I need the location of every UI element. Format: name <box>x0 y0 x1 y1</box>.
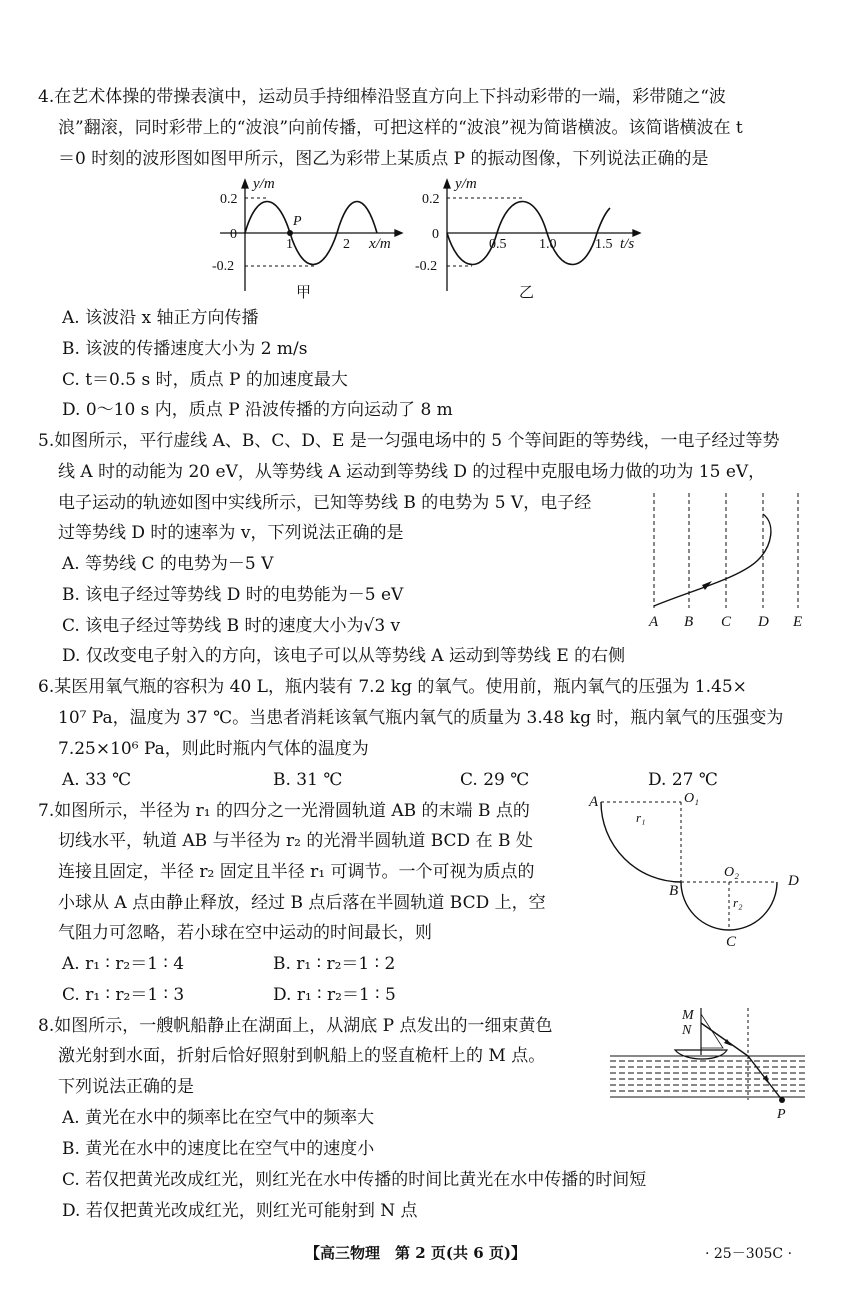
q4-option-c: C. t＝0.5 s 时，质点 P 的加速度最大 <box>62 370 348 390</box>
q8-stem-line-3: 下列说法正确的是 <box>58 1077 194 1097</box>
q7-figure <box>588 787 818 952</box>
q7-option-b: B. r₁ ∶ r₂＝1 ∶ 2 <box>273 954 396 974</box>
q6-stem-line-3: 7.25×10⁶ Pa，则此时瓶内气体的温度为 <box>58 739 369 759</box>
q8-figure <box>605 1000 815 1125</box>
q7-label-r1: r₁ <box>636 810 646 825</box>
q4a-tick-2: 2 <box>343 237 350 252</box>
q4-stem-line-3: ＝0 时刻的波形图如图甲所示，图乙为彩带上某质点 P 的振动图像，下列说法正确的是 <box>58 149 709 169</box>
q6-option-b: B. 31 ℃ <box>273 770 343 790</box>
q8-label-p: P <box>777 1107 786 1122</box>
q4-figure-a <box>205 176 405 301</box>
q5-option-b: B. 该电子经过等势线 D 时的电势能为－5 eV <box>62 585 404 605</box>
q7-label-o1: O₁ <box>684 791 699 806</box>
q8-stem-line-1: 8.如图所示，一艘帆船静止在湖面上，从湖底 P 点发出的一细束黄色 <box>38 1016 553 1036</box>
q7-label-c: C <box>726 934 737 950</box>
q5-option-d: D. 仅改变电子射入的方向，该电子可以从等势线 A 运动到等势线 E 的右侧 <box>62 646 626 666</box>
q8-stem-line-2: 激光射到水面，折射后恰好照射到帆船上的竖直桅杆上的 M 点。 <box>58 1046 546 1066</box>
q7-stem-line-1: 7.如图所示，半径为 r₁ 的四分之一光滑圆轨道 AB 的末端 B 点的 <box>38 801 530 821</box>
q7-stem-line-5: 气阻力可忽略，若小球在空中运动的时间最长，则 <box>58 923 432 943</box>
q4a-point-label: P <box>293 214 302 229</box>
q7-stem-line-2: 切线水平，轨道 AB 与半径为 r₂ 的光滑半圆轨道 BCD 在 B 处 <box>58 831 533 851</box>
q4a-ylabel: y/m <box>253 176 275 192</box>
q4b-tick-3: 1.5 <box>595 237 613 252</box>
q8-option-b: B. 黄光在水中的速度比在空气中的速度小 <box>62 1139 375 1159</box>
q4b-xlabel: t/s <box>620 236 635 252</box>
q4-option-a: A. 该波沿 x 轴正方向传播 <box>62 308 259 328</box>
q5-stem-line-4: 过等势线 D 时的速率为 v，下列说法正确的是 <box>58 523 404 543</box>
q6-option-c: C. 29 ℃ <box>460 770 530 790</box>
q4b-ylabel: y/m <box>455 176 477 192</box>
q4b-y-top: 0.2 <box>422 192 440 207</box>
q8-label-n: N <box>682 1023 692 1038</box>
q6-option-d: D. 27 ℃ <box>648 770 718 790</box>
q5-label-a: A <box>649 614 659 630</box>
q7-stem-line-4: 小球从 A 点由静止释放，经过 B 点后落在半圆轨道 BCD 上，空 <box>58 893 546 913</box>
q5-stem-line-2: 线 A 时的动能为 20 eV，从等势线 A 运动到等势线 D 的过程中克服电场力做的功为 15 eV， <box>58 462 766 482</box>
q4b-zero: 0 <box>432 227 439 242</box>
q5-option-c: C. 该电子经过等势线 B 时的速度大小为√3 v <box>62 616 401 636</box>
page-footer-title: 【高三物理 第 2 页(共 6 页)】 <box>305 1244 526 1262</box>
q5-figure <box>640 488 815 633</box>
q7-label-b: B <box>669 883 679 899</box>
q4a-y-bottom: -0.2 <box>212 259 235 274</box>
q4a-xlabel: x/m <box>369 236 391 252</box>
q5-label-e: E <box>793 614 803 630</box>
q8-label-m: M <box>682 1008 694 1023</box>
q4-option-d: D. 0～10 s 内，质点 P 沿波传播的方向运动了 8 m <box>62 400 453 420</box>
q4a-zero: 0 <box>230 227 237 242</box>
q4b-y-bottom: -0.2 <box>415 259 438 274</box>
q7-label-r2: r₂ <box>733 895 743 910</box>
q8-option-a: A. 黄光在水中的频率比在空气中的频率大 <box>62 1108 375 1128</box>
q4a-tick-1: 1 <box>286 237 293 252</box>
q5-label-c: C <box>721 614 732 630</box>
q8-option-d: D. 若仅把黄光改成红光，则红光可能射到 N 点 <box>62 1201 418 1221</box>
q5-option-a: A. 等势线 C 的电势为－5 V <box>62 554 274 574</box>
q5-stem-line-1: 5.如图所示，平行虚线 A、B、C、D、E 是一匀强电场中的 5 个等间距的等势线，一电子经过等势 <box>38 431 780 451</box>
q7-option-d: D. r₁ ∶ r₂＝1 ∶ 5 <box>273 985 396 1005</box>
q6-stem-line-2: 10⁷ Pa，温度为 37 ℃。当患者消耗该氧气瓶内氧气的质量为 3.48 kg 时，瓶内氧气的压强变为 <box>58 708 784 728</box>
q4-stem-line-1: 4.在艺术体操的带操表演中，运动员手持细棒沿竖直方向上下抖动彩带的一端，彩带随之“波 <box>38 87 726 107</box>
page-footer-code: · 25－305C · <box>705 1246 793 1262</box>
q4a-caption: 甲 <box>296 285 312 301</box>
q4b-tick-2: 1.0 <box>539 237 557 252</box>
q7-option-c: C. r₁ ∶ r₂＝1 ∶ 3 <box>62 985 185 1005</box>
q6-option-a: A. 33 ℃ <box>62 770 132 790</box>
q7-stem-line-3: 连接且固定，半径 r₂ 固定且半径 r₁ 可调节。一个可视为质点的 <box>58 862 535 882</box>
q7-label-o2: O₂ <box>724 865 739 880</box>
q4-option-b: B. 该波的传播速度大小为 2 m/s <box>62 339 308 359</box>
q7-label-d: D <box>788 873 799 889</box>
q5-stem-line-3: 电子运动的轨迹如图中实线所示，已知等势线 B 的电势为 5 V，电子经 <box>58 493 592 513</box>
q5-label-b: B <box>684 614 694 630</box>
q4b-tick-1: 0.5 <box>489 237 507 252</box>
q4b-caption: 乙 <box>519 285 535 301</box>
q4a-y-top: 0.2 <box>220 192 238 207</box>
q8-option-c: C. 若仅把黄光改成红光，则红光在水中传播的时间比黄光在水中传播的时间短 <box>62 1170 647 1190</box>
q5-label-d: D <box>758 614 769 630</box>
q4-figure-b <box>415 176 645 301</box>
q6-stem-line-1: 6.某医用氧气瓶的容积为 40 L，瓶内装有 7.2 kg 的氧气。使用前，瓶内氧气的压强为 1.45× <box>38 677 747 697</box>
q7-option-a: A. r₁ ∶ r₂＝1 ∶ 4 <box>62 954 185 974</box>
q4-stem-line-2: 浪”翻滚，同时彩带上的“波浪”向前传播，可把这样的“波浪”视为简谐横波。该简谐横波在 t <box>58 118 743 138</box>
q7-label-a: A <box>589 794 599 810</box>
